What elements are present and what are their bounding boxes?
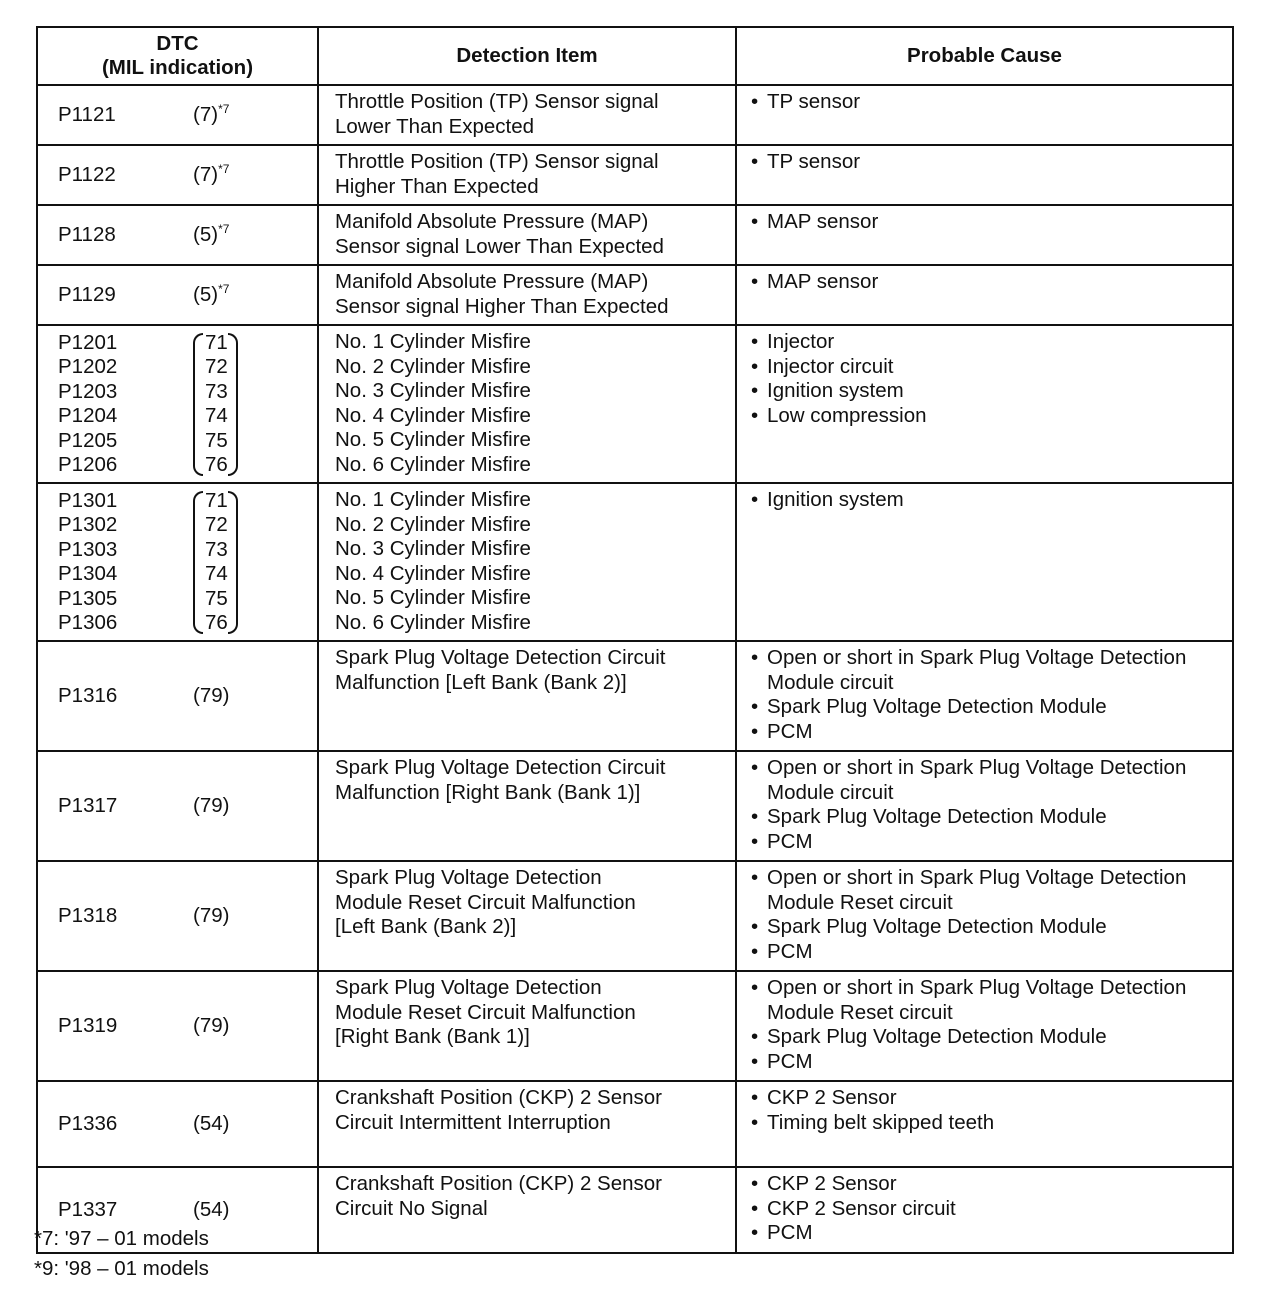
dtc-code: P1206: [58, 453, 118, 476]
cause-item: • Open or short in Spark Plug Voltage Detection Module Reset circuit: [747, 976, 1224, 1025]
mil-value: 74: [205, 562, 228, 585]
detection-line: Circuit No Signal: [335, 1196, 488, 1220]
detection-line: No. 2 Cylinder Misfire: [335, 354, 531, 378]
dtc-cell: [37, 325, 318, 483]
mil-value: $(5)^{*7}$: [193, 221, 230, 246]
detection-line: [Right Bank (Bank 1)]: [335, 1025, 530, 1048]
detection-item-cell: [318, 641, 736, 751]
detection-line: No. 4 Cylinder Misfire: [335, 403, 531, 427]
table-row: [37, 861, 1233, 971]
dtc-code: P1319: [58, 1013, 118, 1037]
detection-line: Throttle Position (TP) Sensor signal: [335, 150, 659, 173]
dtc-cell: [37, 641, 318, 751]
cause-item: • CKP 2 Sensor circuit: [747, 1197, 1224, 1222]
dtc-code: P1205: [58, 428, 118, 452]
cause-list: [747, 270, 1224, 295]
detection-line: Malfunction [Right Bank (Bank 1)]: [335, 780, 641, 804]
detection-line: Spark Plug Voltage Detection: [335, 976, 602, 999]
detection-line: Manifold Absolute Pressure (MAP): [335, 210, 649, 233]
mil-value: 76: [205, 453, 228, 476]
mil-indication: [193, 103, 229, 128]
cause-item: • PCM: [747, 720, 1224, 745]
detection-item-cell: [318, 861, 736, 971]
dtc-code: P1301: [58, 488, 118, 512]
detection-line: No. 6 Cylinder Misfire: [335, 610, 531, 634]
cause-item: • Ignition system: [747, 379, 1224, 404]
mil-indication: [193, 283, 229, 308]
table-row: [37, 1081, 1233, 1167]
mil-value: 71: [205, 330, 228, 354]
detection-item-cell: [318, 85, 736, 145]
probable-cause-cell: [736, 971, 1233, 1081]
table-row: [37, 1167, 1233, 1253]
footnote-ref: *7: [218, 281, 230, 296]
dtc-code: P1121: [58, 102, 116, 126]
detection-line: Crankshaft Position (CKP) 2 Sensor: [335, 1086, 662, 1109]
dtc-code: P1302: [58, 513, 118, 536]
detection-line: No. 5 Cylinder Misfire: [335, 586, 531, 609]
footnote-ref: *7: [218, 221, 230, 236]
probable-cause-cell: [736, 1167, 1233, 1253]
cause-item: • CKP 2 Sensor: [747, 1172, 1224, 1197]
dtc-code: P1202: [58, 355, 118, 378]
detection-line: No. 6 Cylinder Misfire: [335, 452, 531, 476]
dtc-code: P1128: [58, 222, 116, 246]
probable-cause-cell: [736, 325, 1233, 483]
probable-cause-cell: [736, 1081, 1233, 1167]
mil-value: 71: [205, 488, 228, 512]
probable-cause-cell: [736, 205, 1233, 265]
cause-item: • Open or short in Spark Plug Voltage Detection Module Reset circuit: [747, 866, 1224, 915]
probable-cause-cell: [736, 751, 1233, 861]
detection-line: Higher Than Expected: [335, 174, 539, 198]
mil-indication: [193, 794, 229, 819]
probable-cause-cell: [736, 265, 1233, 325]
table-row: [37, 751, 1233, 861]
cause-list: [747, 1086, 1224, 1135]
detection-line: Sensor signal Lower Than Expected: [335, 234, 664, 258]
detection-line: No. 1 Cylinder Misfire: [335, 330, 531, 353]
mil-indication: [193, 684, 229, 709]
dtc-cell: [37, 1081, 318, 1167]
footnote-ref: *7: [218, 101, 230, 116]
detection-item-cell: [318, 265, 736, 325]
cause-list: [747, 488, 1224, 513]
footnote-7: *7: '97 – 01 models: [34, 1227, 209, 1250]
cause-list: [747, 646, 1224, 744]
cause-item: • Open or short in Spark Plug Voltage Detection Module circuit: [747, 756, 1224, 805]
dtc-code: P1204: [58, 404, 118, 427]
dtc-code: P1336: [58, 1111, 118, 1135]
detection-line: Malfunction [Left Bank (Bank 2)]: [335, 670, 627, 694]
dtc-code: P1337: [58, 1197, 118, 1221]
mil-value: (54): [193, 1197, 230, 1221]
mil-value: 74: [205, 404, 228, 427]
cause-list: [747, 330, 1224, 428]
detection-line: [Left Bank (Bank 2)]: [335, 915, 517, 938]
header-dtc-title: DTC: [156, 31, 199, 55]
mil-value: (79): [193, 1013, 230, 1037]
footnote-ref: *7: [218, 161, 230, 176]
table-row: [37, 205, 1233, 265]
dtc-table: [36, 26, 1234, 1254]
header-dtc: [37, 27, 318, 85]
dtc-cell: [37, 483, 318, 641]
cause-item: • MAP sensor: [747, 210, 1224, 235]
table-header-row: [37, 27, 1233, 85]
mil-value: $(5)^{*7}$: [193, 281, 230, 306]
mil-value: 73: [205, 379, 228, 403]
dtc-cell: [37, 85, 318, 145]
detection-line: Circuit Intermittent Interruption: [335, 1110, 611, 1134]
dtc-cell: [37, 205, 318, 265]
detection-item-cell: [318, 483, 736, 641]
dtc-code: P1203: [58, 379, 118, 403]
cause-item: • Spark Plug Voltage Detection Module: [747, 915, 1224, 940]
detection-line: No. 2 Cylinder Misfire: [335, 512, 531, 536]
cause-list: [747, 150, 1224, 175]
dtc-cell: [37, 145, 318, 205]
probable-cause-cell: [736, 483, 1233, 641]
dtc-cell: [37, 751, 318, 861]
detection-line: No. 3 Cylinder Misfire: [335, 537, 531, 560]
detection-item-cell: [318, 971, 736, 1081]
dtc-code: P1303: [58, 537, 118, 561]
dtc-code: P1201: [58, 330, 118, 354]
dtc-code: P1304: [58, 562, 118, 585]
cause-item: • PCM: [747, 1221, 1224, 1246]
dtc-code: P1122: [58, 162, 116, 186]
mil-value: 75: [205, 586, 228, 610]
dtc-code: P1306: [58, 611, 118, 634]
table-body: [37, 85, 1233, 1253]
detection-item-cell: [318, 145, 736, 205]
mil-indication: [193, 163, 229, 188]
cause-list: [747, 976, 1224, 1074]
cause-item: • Open or short in Spark Plug Voltage Detection Module circuit: [747, 646, 1224, 695]
table-row: [37, 85, 1233, 145]
cause-item: • Injector: [747, 330, 1224, 355]
detection-line: Lower Than Expected: [335, 114, 535, 138]
cause-list: [747, 1172, 1224, 1246]
probable-cause-cell: [736, 861, 1233, 971]
mil-value: 72: [205, 513, 228, 536]
detection-line: Crankshaft Position (CKP) 2 Sensor: [335, 1172, 662, 1195]
detection-line: Spark Plug Voltage Detection Circuit: [335, 756, 666, 779]
dtc-cell: [37, 971, 318, 1081]
table-row: [37, 971, 1233, 1081]
detection-line: No. 4 Cylinder Misfire: [335, 561, 531, 585]
mil-indication: [193, 489, 234, 636]
cause-item: • PCM: [747, 940, 1224, 965]
cause-list: [747, 866, 1224, 964]
mil-value: (79): [193, 683, 230, 707]
cause-item: • MAP sensor: [747, 270, 1224, 295]
detection-item-cell: [318, 325, 736, 483]
cause-item: • TP sensor: [747, 90, 1224, 115]
mil-value: 76: [205, 611, 228, 634]
detection-item-cell: [318, 1081, 736, 1167]
header-dtc-subtitle: (MIL indication): [101, 56, 254, 79]
cause-item: • CKP 2 Sensor: [747, 1086, 1224, 1111]
table-row: [37, 325, 1233, 483]
table-row: [37, 641, 1233, 751]
footnotes: [34, 1224, 209, 1284]
mil-value: 73: [205, 537, 228, 561]
cause-item: • Spark Plug Voltage Detection Module: [747, 695, 1224, 720]
detection-line: Spark Plug Voltage Detection Circuit: [335, 646, 666, 669]
cause-item: • Ignition system: [747, 488, 1224, 513]
mil-indication: [193, 1014, 229, 1039]
mil-indication: [193, 1198, 229, 1223]
cause-item: • TP sensor: [747, 150, 1224, 175]
dtc-code: P1316: [58, 683, 118, 707]
dtc-code: P1305: [58, 586, 118, 610]
detection-item-cell: [318, 1167, 736, 1253]
dtc-cell: [37, 265, 318, 325]
cause-item: • Low compression: [747, 404, 1224, 429]
detection-line: Manifold Absolute Pressure (MAP): [335, 270, 649, 293]
detection-line: No. 5 Cylinder Misfire: [335, 428, 531, 451]
cause-item: • Spark Plug Voltage Detection Module: [747, 1025, 1224, 1050]
dtc-code: P1317: [58, 793, 118, 817]
table-row: [37, 265, 1233, 325]
footnote-9: *9: '98 – 01 models: [34, 1257, 209, 1280]
mil-value: (79): [193, 793, 230, 817]
detection-line: Spark Plug Voltage Detection: [335, 866, 602, 889]
mil-indication: [193, 904, 229, 929]
mil-value: 75: [205, 428, 228, 452]
mil-indication: [193, 331, 234, 478]
cause-item: • PCM: [747, 1050, 1224, 1075]
mil-indication: [193, 223, 229, 248]
cause-list: [747, 756, 1224, 854]
mil-value: $(7)^{*7}$: [193, 101, 230, 126]
mil-value: 72: [205, 355, 228, 378]
detection-line: Module Reset Circuit Malfunction: [335, 1000, 636, 1024]
detection-item-cell: [318, 751, 736, 861]
cause-list: [747, 210, 1224, 235]
detection-line: No. 3 Cylinder Misfire: [335, 379, 531, 402]
detection-line: Sensor signal Higher Than Expected: [335, 294, 669, 318]
dtc-cell: [37, 861, 318, 971]
dtc-code: P1129: [58, 282, 116, 306]
cause-item: • PCM: [747, 830, 1224, 855]
table-row: [37, 145, 1233, 205]
detection-line: Throttle Position (TP) Sensor signal: [335, 90, 659, 113]
mil-value: $(7)^{*7}$: [193, 161, 230, 186]
dtc-code: P1318: [58, 903, 118, 927]
cause-item: • Spark Plug Voltage Detection Module: [747, 805, 1224, 830]
detection-item-cell: [318, 205, 736, 265]
table-row: [37, 483, 1233, 641]
detection-line: No. 1 Cylinder Misfire: [335, 488, 531, 511]
mil-value: (54): [193, 1111, 230, 1135]
probable-cause-cell: [736, 85, 1233, 145]
probable-cause-cell: [736, 145, 1233, 205]
header-detection-item: Detection Item: [318, 27, 736, 85]
cause-item: • Timing belt skipped teeth: [747, 1111, 1224, 1136]
mil-indication: [193, 1112, 229, 1137]
detection-line: Module Reset Circuit Malfunction: [335, 890, 636, 914]
cause-item: • Injector circuit: [747, 355, 1224, 380]
probable-cause-cell: [736, 641, 1233, 751]
header-probable-cause: Probable Cause: [736, 27, 1233, 85]
cause-list: [747, 90, 1224, 115]
mil-value: (79): [193, 903, 230, 927]
